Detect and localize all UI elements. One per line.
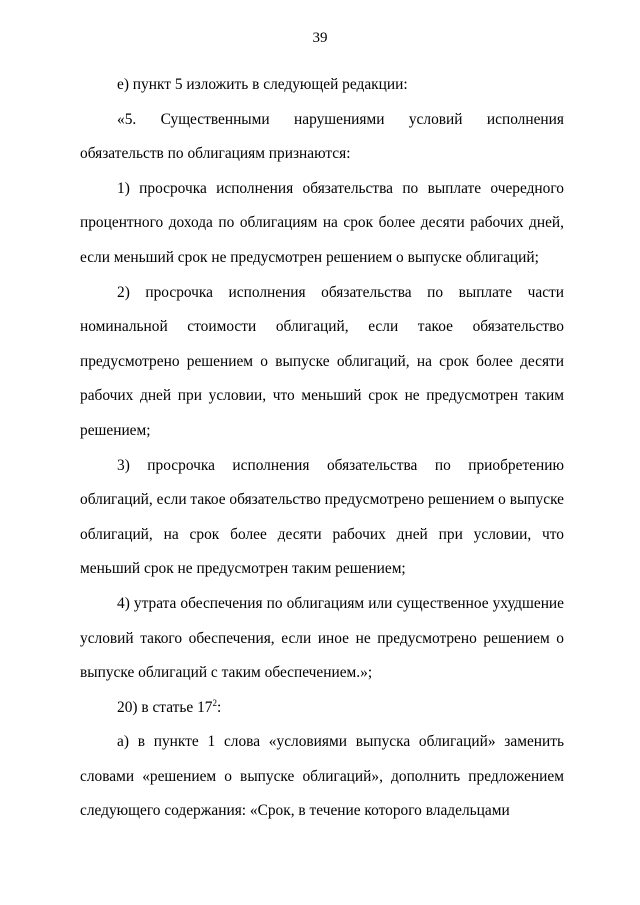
paragraph-subitem-1: 1) просрочка исполнения обязательства по выплате очередного процентного дохода по облигациям на срок более десяти рабочих дней, если меньший срок не предусмотрен решением о выпуске облигаций;: [80, 179, 564, 266]
paragraph-subitem-2: 2) просрочка исполнения обязательства по выплате части номинальной стоимости облигаций, если такое обязательство предусмотрено решением о выпуске облигаций, на срок более десяти рабочих дней при условии, что меньший срок не предусмотрен таким решением;: [80, 283, 564, 439]
paragraph-item-20: [80, 691, 564, 726]
page-number: 39: [312, 30, 328, 46]
item-20-text: 20) в статье 17: [117, 698, 213, 716]
paragraph-clause-5: «5. Существенными нарушениями условий исполнения обязательств по облигациям признаются:: [80, 110, 564, 163]
article-superscript: 2: [212, 697, 217, 708]
document-body: [80, 68, 564, 829]
paragraph-subitem-4: 4) утрата обеспечения по облигациям или существенное ухудшение условий такого обеспечения, если иное не предусмотрено решением о выпуске облигаций с таким обеспечением.»;: [80, 594, 564, 682]
paragraph-item-e: е) пункт 5 изложить в следующей редакции:: [117, 76, 408, 93]
item-20-colon: :: [216, 698, 222, 716]
paragraph-subitem-a: а) в пункте 1 слова «условиями выпуска облигаций» заменить словами «решением о выпуске облигаций», дополнить предложением следующего содержания: «Срок, в течение которого владельцами: [80, 733, 564, 820]
paragraph-subitem-3: 3) просрочка исполнения обязательства по приобретению облигаций, если такое обязательство предусмотрено решением о выпуске облигаций, на срок более десяти рабочих дней при условии, что меньший срок не предусмотрен таким решением;: [80, 456, 564, 578]
